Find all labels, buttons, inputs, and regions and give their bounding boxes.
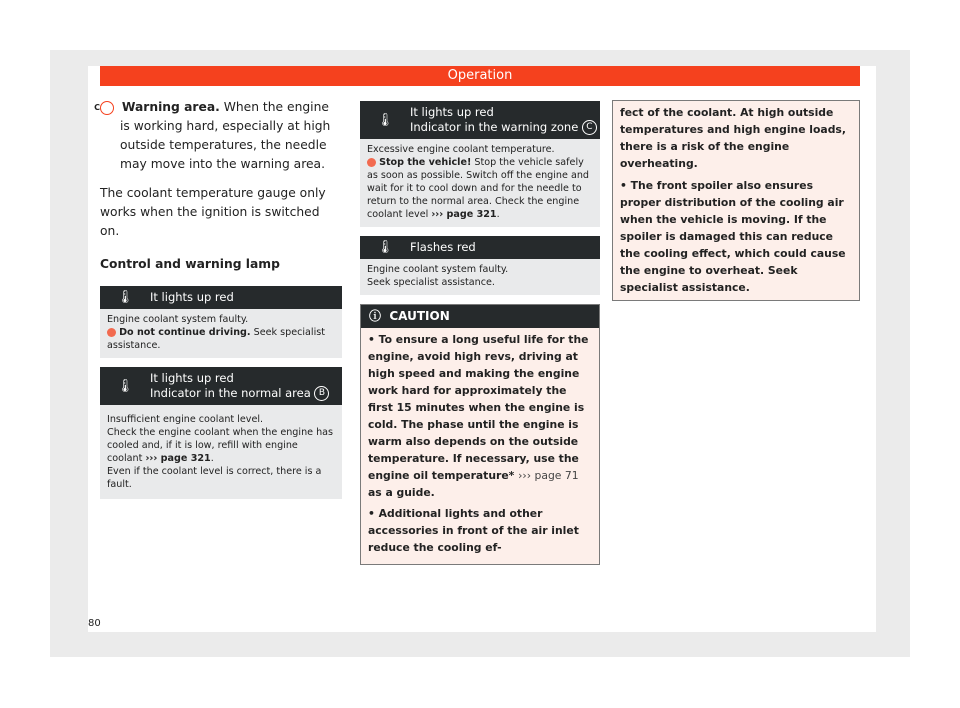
coolant-temperature-icon: 🌡 xyxy=(376,112,394,128)
stop-icon xyxy=(107,328,116,337)
lamp-header-3: 🌡 It lights up red Indicator in the warning zone C xyxy=(360,101,600,139)
marker-c: C xyxy=(582,120,597,135)
gauge-paragraph: The coolant temperature gauge only works when the ignition is switched on. xyxy=(100,186,326,238)
caution-bullet: • Additional lights and other accessories in front of the air inlet reduce the cooling ef- xyxy=(368,507,579,554)
caution-bullet: • To ensure a long useful life for the engine, avoid high revs, driving at high speed and making the engine work hard for approximately the first 15 minutes when the engine is cold. The phase until the engine is warm also depends on the outside temperature. If necessary, use the engine oil temperature* ››› page 71 as a guide. xyxy=(368,333,589,499)
lamp-body-2: Insufficient engine coolant level. Check the engine coolant when the engine has cooled and, if it is low, refill with engine coolant ››› page 321. Even if the coolant level is correct, there is a fault. xyxy=(100,405,342,499)
lamp-body-3: Excessive engine coolant temperature. Stop the vehicle! Stop the vehicle safely as soon as possible. Switch off the engine and wait for it to cool down and for the needle to return to the normal area. Check the engine coolant level ››› page 321. xyxy=(360,139,600,227)
section-heading: Control and warning lamp xyxy=(100,257,280,271)
lamp-body-4: Engine coolant system faulty. Seek specialist assistance. xyxy=(360,259,600,295)
caution-box xyxy=(360,304,600,565)
marker-b: B xyxy=(314,386,329,401)
coolant-temperature-icon: 🌡 xyxy=(116,290,134,305)
section-header: Operation xyxy=(100,66,860,86)
stop-icon xyxy=(367,158,376,167)
coolant-temperature-icon: 🌡 xyxy=(376,240,394,255)
column-2 xyxy=(360,101,600,565)
lamp-body-1: Engine coolant system faulty. Do not continue driving. Seek specialist assistance. xyxy=(100,309,342,358)
caution-header: ⓘ CAUTION xyxy=(361,305,599,328)
page-link[interactable]: ››› page 321 xyxy=(145,453,211,464)
caution-continued: fect of the coolant. At high outside temperatures and high engine loads, there is a risk of the engine overheating. • The front spoiler also ensures proper distribution of the cooling air when the vehicle is moving. If the spoiler is damaged this can reduce the cooling effect, which could cause the engine to overheat. Seek specialist assistance. xyxy=(612,100,860,301)
column-1 xyxy=(94,98,342,508)
lamp-header-2: 🌡 It lights up red Indicator in the normal area B xyxy=(100,367,342,405)
lamp-header-4: 🌡 Flashes red xyxy=(360,236,600,259)
coolant-temperature-icon: 🌡 xyxy=(116,378,134,394)
page-number: 80 xyxy=(88,618,101,629)
caution-bullet: • The front spoiler also ensures proper distribution of the cooling air when the vehicle is moving. If the spoiler is damaged this can reduce the cooling effect, which could cause the engine to overheat. Seek specialist assistance. xyxy=(620,179,846,294)
warning-area-item: C Warning area. When the engine is working hard, especially at high outside temperatures, the needle may move into the warning area. xyxy=(94,100,331,171)
exclamation-circle-icon: ⓘ xyxy=(369,309,382,323)
marker-c: C xyxy=(100,101,114,115)
page-link[interactable]: ››› page 71 xyxy=(518,469,579,482)
lamp-header-1: 🌡 It lights up red xyxy=(100,286,342,309)
page-link[interactable]: ››› page 321 xyxy=(431,209,497,220)
